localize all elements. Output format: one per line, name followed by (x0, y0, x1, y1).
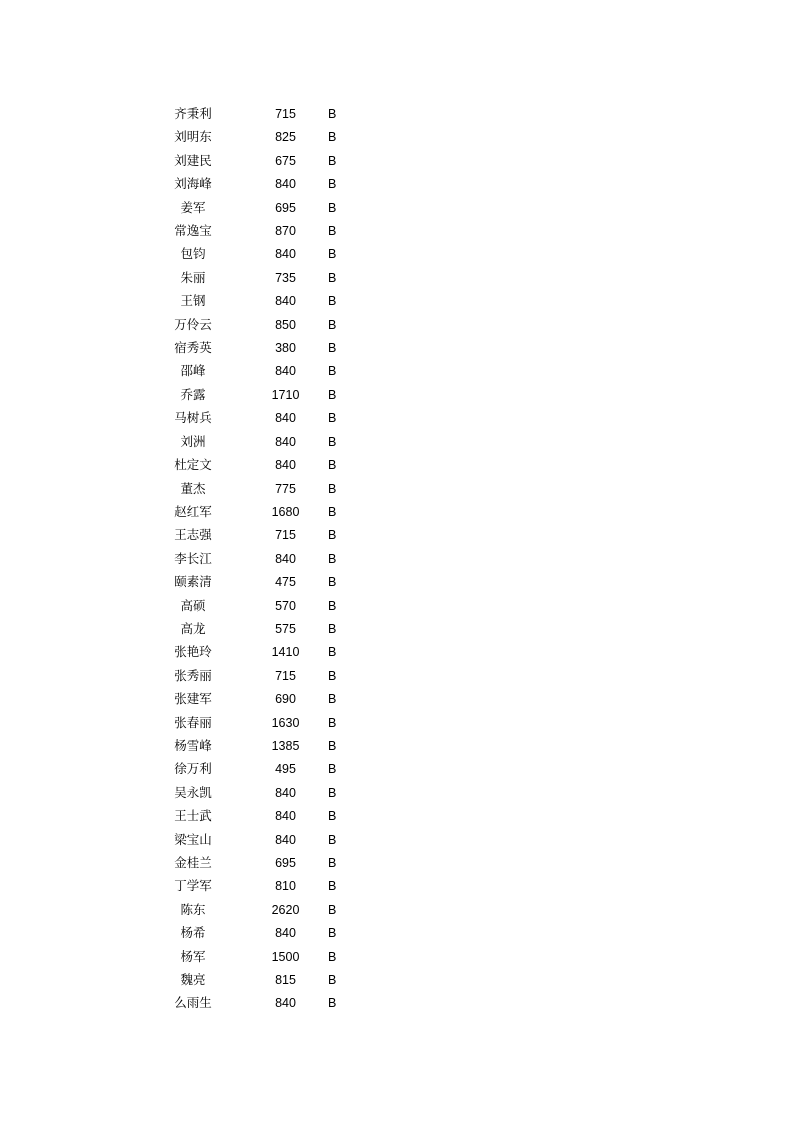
cell-grade: B (328, 785, 337, 800)
cell-name: 宿秀英 (174, 341, 212, 356)
cell-name: 万伶云 (174, 317, 212, 332)
cell-amount: 840 (275, 809, 296, 824)
cell-amount: 715 (275, 107, 296, 121)
cell-grade: B (328, 809, 337, 824)
table-row (143, 197, 388, 220)
cell-amount: 840 (275, 832, 296, 847)
cell-name: 张秀丽 (174, 668, 212, 683)
cell-amount: 695 (275, 856, 296, 870)
table-row (143, 712, 388, 735)
table-row (143, 524, 388, 547)
cell-grade: B (328, 434, 337, 449)
table-row (143, 173, 388, 196)
cell-name: 陈东 (180, 902, 206, 917)
cell-amount: 495 (275, 762, 296, 777)
cell-name: 丁学军 (174, 879, 212, 894)
cell-amount: 810 (275, 879, 296, 894)
cell-amount: 380 (275, 341, 296, 356)
cell-grade: B (328, 621, 337, 636)
table-row (143, 852, 388, 875)
table-row (143, 875, 388, 898)
cell-amount: 840 (275, 364, 296, 379)
cell-grade: B (328, 341, 337, 356)
table-row (143, 992, 388, 1015)
cell-grade: B (328, 832, 337, 847)
cell-grade: B (328, 458, 337, 473)
cell-amount: 840 (275, 785, 296, 800)
table-row (143, 595, 388, 618)
cell-name: 张艳玲 (174, 645, 212, 660)
cell-amount: 695 (275, 200, 296, 215)
cell-name: 刘建民 (174, 153, 212, 168)
data-table (143, 103, 388, 1016)
cell-name: 王志强 (174, 528, 212, 543)
cell-name: 齐秉利 (174, 107, 212, 121)
cell-grade: B (328, 973, 337, 988)
cell-amount: 735 (275, 270, 296, 285)
cell-amount: 1500 (271, 949, 300, 964)
cell-grade: B (328, 200, 337, 215)
cell-name: 刘洲 (180, 434, 206, 449)
table-row (143, 758, 388, 781)
table-row (143, 314, 388, 337)
cell-grade: B (328, 224, 337, 239)
table-row (143, 501, 388, 524)
table-row (143, 571, 388, 594)
table-row (143, 641, 388, 664)
table-row (143, 735, 388, 758)
cell-amount: 815 (275, 973, 296, 988)
cell-name: 朱丽 (180, 270, 206, 285)
cell-grade: B (328, 294, 337, 309)
cell-grade: B (328, 411, 337, 426)
cell-grade: B (328, 949, 337, 964)
cell-grade: B (328, 738, 337, 753)
cell-grade: B (328, 177, 337, 192)
cell-grade: B (328, 575, 337, 590)
cell-grade: B (328, 387, 337, 402)
cell-amount: 850 (275, 317, 296, 332)
cell-amount: 675 (275, 153, 296, 168)
cell-amount: 1410 (271, 645, 300, 660)
cell-amount: 840 (275, 294, 296, 309)
table-row (143, 126, 388, 149)
cell-amount: 690 (275, 692, 296, 707)
cell-grade: B (328, 270, 337, 285)
cell-name: 赵红军 (174, 504, 212, 519)
cell-name: 梁宝山 (174, 832, 212, 847)
cell-name: 刘明东 (174, 130, 212, 145)
cell-grade: B (328, 856, 337, 870)
table-row (143, 290, 388, 313)
cell-grade: B (328, 481, 337, 496)
cell-amount: 840 (275, 411, 296, 426)
cell-name: 徐万利 (174, 762, 212, 777)
table-row (143, 384, 388, 407)
cell-amount: 575 (275, 621, 296, 636)
table-row (143, 267, 388, 290)
table-row (143, 360, 388, 383)
cell-amount: 840 (275, 551, 296, 566)
cell-name: 金桂兰 (174, 856, 212, 870)
cell-grade: B (328, 645, 337, 660)
table-row (143, 337, 388, 360)
cell-grade: B (328, 668, 337, 683)
cell-name: 杨雪峰 (174, 738, 212, 753)
cell-grade: B (328, 528, 337, 543)
cell-amount: 1630 (271, 715, 300, 730)
cell-name: 高龙 (180, 621, 206, 636)
cell-name: 吴永凯 (174, 785, 212, 800)
cell-amount: 840 (275, 247, 296, 262)
cell-amount: 715 (275, 668, 296, 683)
cell-amount: 840 (275, 926, 296, 941)
cell-grade: B (328, 996, 337, 1011)
cell-grade: B (328, 598, 337, 613)
cell-amount: 1680 (271, 504, 300, 519)
cell-grade: B (328, 130, 337, 145)
cell-grade: B (328, 879, 337, 894)
table-row (143, 454, 388, 477)
cell-name: 么雨生 (174, 996, 212, 1011)
cell-name: 王钢 (180, 294, 206, 309)
cell-name: 魏亮 (180, 973, 206, 988)
table-row (143, 899, 388, 922)
cell-name: 王士武 (174, 809, 212, 824)
cell-name: 李长江 (174, 551, 212, 566)
table-row (143, 431, 388, 454)
cell-grade: B (328, 364, 337, 379)
table-row (143, 618, 388, 641)
cell-grade: B (328, 551, 337, 566)
table-row (143, 782, 388, 805)
cell-amount: 715 (275, 528, 296, 543)
table-row (143, 969, 388, 992)
cell-grade: B (328, 317, 337, 332)
table-row (143, 103, 388, 126)
cell-amount: 2620 (271, 902, 300, 917)
table-body (143, 103, 388, 1016)
cell-amount: 840 (275, 434, 296, 449)
cell-name: 姜军 (180, 200, 206, 215)
table-row (143, 922, 388, 945)
cell-amount: 870 (275, 224, 296, 239)
table-row (143, 688, 388, 711)
cell-name: 高硕 (180, 598, 206, 613)
cell-name: 张建军 (174, 692, 212, 707)
cell-amount: 570 (275, 598, 296, 613)
cell-grade: B (328, 762, 337, 777)
table-row (143, 548, 388, 571)
cell-grade: B (328, 902, 337, 917)
cell-name: 杜定文 (174, 458, 212, 473)
table-row (143, 478, 388, 501)
cell-grade: B (328, 926, 337, 941)
cell-name: 包钧 (180, 247, 206, 262)
cell-amount: 840 (275, 177, 296, 192)
cell-name: 乔露 (180, 387, 206, 402)
cell-grade: B (328, 715, 337, 730)
table-row (143, 829, 388, 852)
table-row (143, 407, 388, 430)
cell-grade: B (328, 107, 337, 121)
table-row (143, 243, 388, 266)
cell-grade: B (328, 153, 337, 168)
cell-name: 马树兵 (174, 411, 212, 426)
cell-name: 颐素清 (174, 575, 212, 590)
cell-name: 邵峰 (180, 364, 206, 379)
cell-name: 常逸宝 (174, 224, 212, 239)
cell-grade: B (328, 504, 337, 519)
table-row (143, 150, 388, 173)
cell-name: 杨军 (180, 949, 206, 964)
table-row (143, 665, 388, 688)
cell-amount: 1710 (271, 387, 300, 402)
table-row (143, 946, 388, 969)
cell-name: 刘海峰 (174, 177, 212, 192)
cell-grade: B (328, 692, 337, 707)
cell-amount: 475 (275, 575, 296, 590)
cell-amount: 1385 (271, 738, 300, 753)
cell-name: 董杰 (180, 481, 206, 496)
cell-grade: B (328, 247, 337, 262)
cell-name: 杨希 (180, 926, 206, 941)
cell-name: 张春丽 (174, 715, 212, 730)
cell-amount: 840 (275, 996, 296, 1011)
cell-amount: 825 (275, 130, 296, 145)
table-row (143, 805, 388, 828)
table-row (143, 220, 388, 243)
cell-amount: 840 (275, 458, 296, 473)
cell-amount: 775 (275, 481, 296, 496)
